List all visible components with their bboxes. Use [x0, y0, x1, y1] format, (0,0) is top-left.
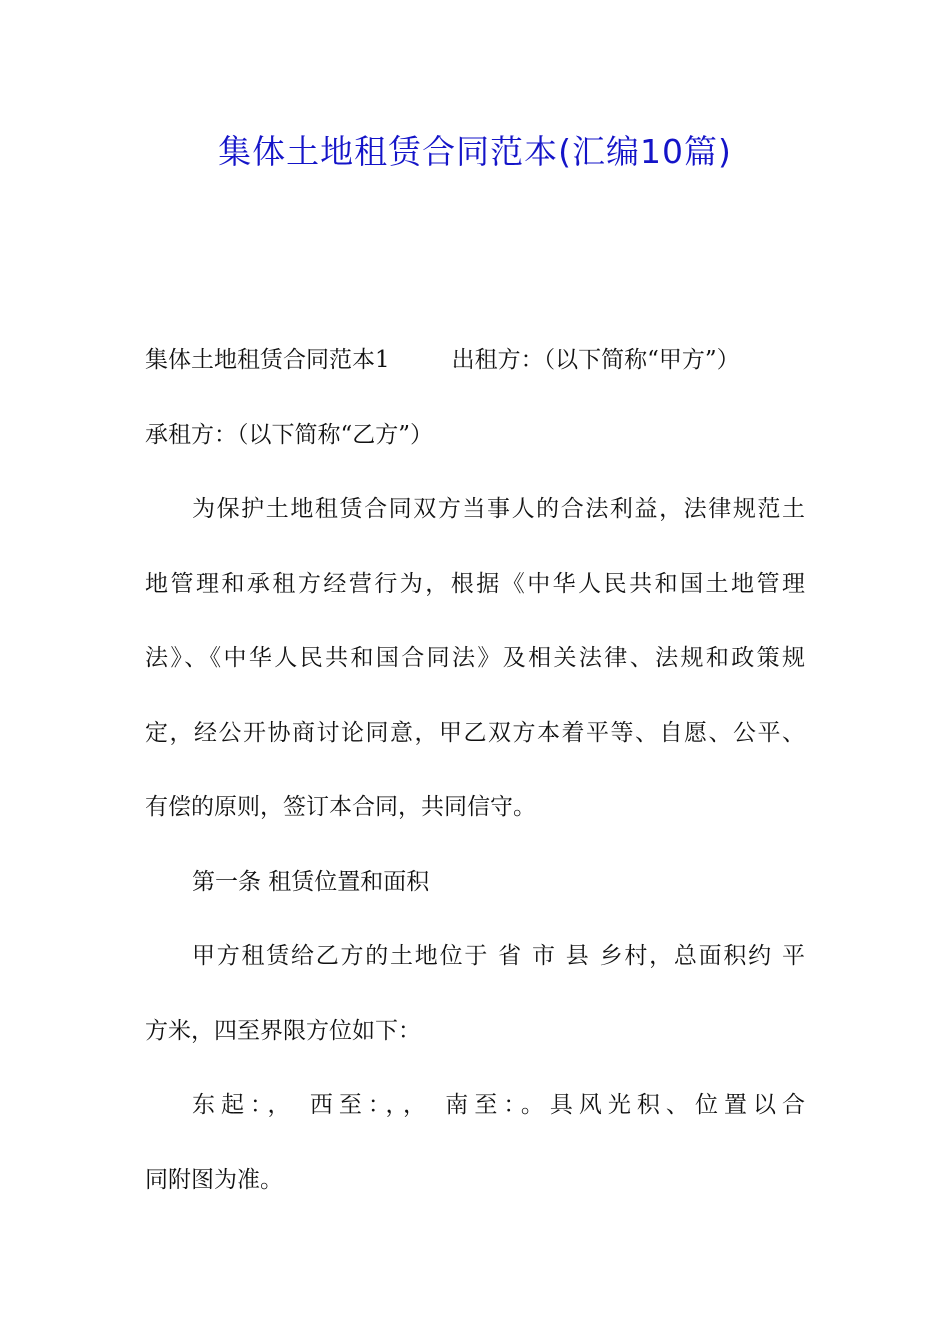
- paragraph-line: 法》、《中华人民共和国合同法》及相关法律、法规和政策规: [145, 645, 805, 671]
- paragraph-line: 定，经公开协商讨论同意，甲乙双方本着平等、自愿、公平、: [145, 719, 805, 746]
- paragraph-line: 东起：， 西至：，， 南至：。具风光积、位置以合: [192, 1092, 805, 1118]
- contract-heading: 集体土地租赁合同范本1: [145, 347, 390, 373]
- paragraph-line: 有偿的原则，签订本合同，共同信守。: [145, 794, 536, 820]
- lessee-line: 承租方：（以下简称“乙方”）: [145, 421, 434, 448]
- paragraph-line: 地管理和承租方经营行为，根据《中华人民共和国土地管理: [145, 570, 805, 597]
- contract-header-line: [145, 335, 805, 410]
- document-title: 集体土地租赁合同范本(汇编10篇): [218, 132, 732, 171]
- lessor-label: 出租方：（以下简称“甲方”）: [451, 347, 740, 373]
- document-body: [145, 335, 805, 1229]
- paragraph-line: 甲方租赁给乙方的土地位于 省 市 县 乡村，总面积约 平: [192, 943, 805, 969]
- paragraph-line: 同附图为准。: [145, 1166, 283, 1193]
- article-heading: 第一条 租赁位置和面积: [192, 868, 430, 895]
- paragraph-line: 方米，四至界限方位如下：: [145, 1017, 421, 1044]
- paragraph-line: 为保护土地租赁合同双方当事人的合法利益，法律规范土: [192, 496, 805, 522]
